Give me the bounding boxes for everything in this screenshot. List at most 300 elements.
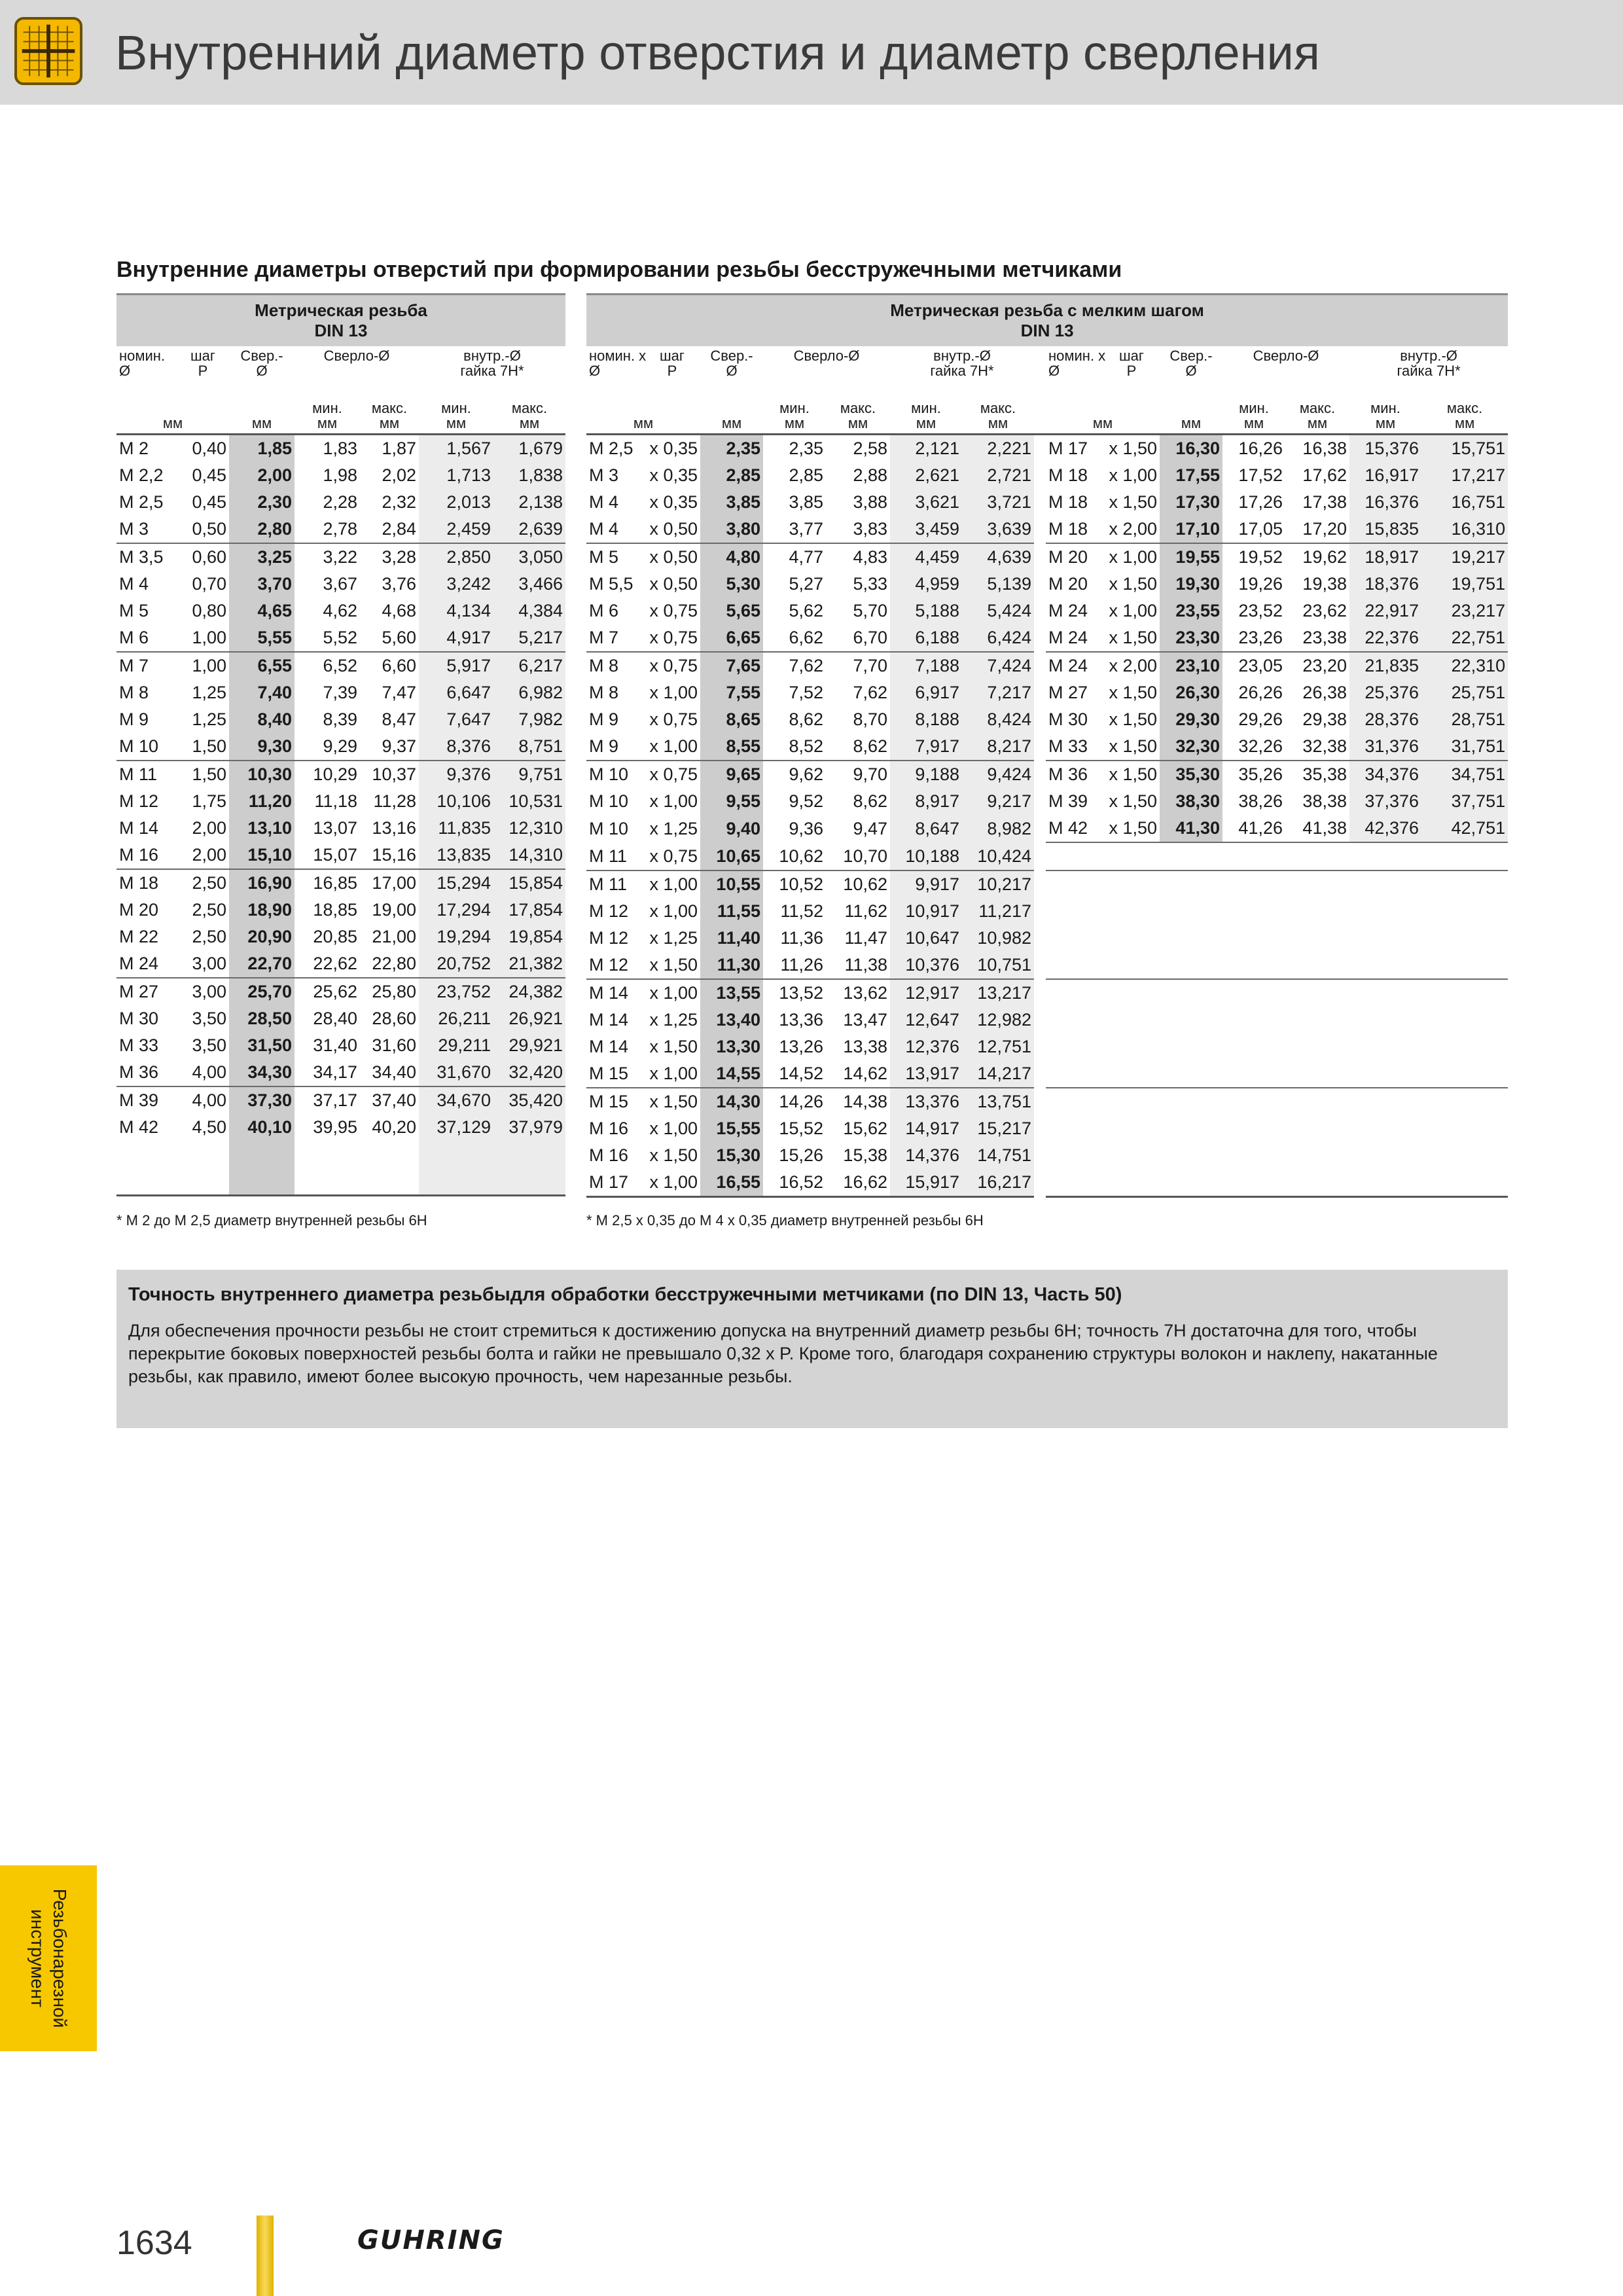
table-cell: 31,60 xyxy=(372,1035,416,1055)
table-cell: 10,647 xyxy=(890,925,962,952)
table-cell: 1,98 xyxy=(323,465,357,485)
empty-cell xyxy=(1285,842,1349,870)
table-cell: 2,02 xyxy=(382,465,416,485)
table-cell: 5,27 xyxy=(789,574,823,594)
subheader-row xyxy=(116,346,565,394)
empty-cell xyxy=(1285,1007,1349,1033)
table-row xyxy=(116,978,565,1005)
table-cell: 4,68 xyxy=(382,601,416,620)
table-cell: 6,647 xyxy=(419,679,493,706)
empty-cell xyxy=(1222,979,1285,1007)
table-cell: M 18 xyxy=(1048,519,1088,539)
table-cell: M 12 xyxy=(119,791,159,811)
table-cell: 0,70 xyxy=(192,574,226,594)
table-cell: 2,35 xyxy=(700,435,763,463)
table-cell: 41,26 xyxy=(1238,818,1283,838)
table-cell: 7,65 xyxy=(700,652,763,679)
table-cell: 9,424 xyxy=(962,761,1034,788)
table-cell: x 1,00 xyxy=(649,1119,698,1138)
table-row xyxy=(116,924,565,950)
col-head-nominal: номин. x Ø xyxy=(589,348,647,379)
table-cell: 7,917 xyxy=(890,733,962,761)
page-header xyxy=(0,0,1623,105)
column-gap xyxy=(1034,435,1046,463)
table-cell: 21,00 xyxy=(372,927,416,946)
table-cell: 2,80 xyxy=(229,516,294,543)
table-cell: 1,00 xyxy=(177,652,229,679)
table-cell: 22,80 xyxy=(372,954,416,973)
column-gap xyxy=(1034,679,1046,706)
empty-cell xyxy=(1222,1142,1285,1169)
table-cell: 8,40 xyxy=(229,706,294,733)
column-gap xyxy=(1034,394,1046,435)
table-cell: 3,242 xyxy=(419,571,493,598)
empty-cell xyxy=(1160,1142,1222,1169)
empty-cell xyxy=(1046,1088,1103,1115)
empty-cell xyxy=(229,1141,294,1168)
table-cell: 28,60 xyxy=(372,1009,416,1028)
fine-thread-table xyxy=(586,293,1508,1198)
table-cell: 16,55 xyxy=(700,1169,763,1197)
table-cell: 17,294 xyxy=(419,897,493,924)
table-cell: 17,52 xyxy=(1238,465,1283,485)
table-cell: M 27 xyxy=(1048,683,1088,702)
table-cell: 0,50 xyxy=(192,519,226,539)
table-cell: M 6 xyxy=(119,628,149,647)
empty-cell xyxy=(1046,870,1103,898)
table-cell: M 9 xyxy=(119,709,149,729)
table-cell: 15,751 xyxy=(1421,435,1508,463)
table-cell: 2,32 xyxy=(382,492,416,512)
table-row xyxy=(116,869,565,897)
table-row xyxy=(116,1032,565,1059)
table-cell: 3,28 xyxy=(360,543,419,571)
table-row xyxy=(116,1059,565,1086)
table-cell: 5,52 xyxy=(323,628,357,647)
column-gap xyxy=(1034,952,1046,979)
table-row xyxy=(586,788,1508,815)
table-cell: 13,217 xyxy=(962,979,1034,1007)
table-cell: 1,25 xyxy=(192,709,226,729)
table-cell: 16,85 xyxy=(294,869,360,897)
table-cell: M 5 xyxy=(586,543,644,571)
table-cell: 2,35 xyxy=(789,439,823,458)
table-cell: 11,28 xyxy=(373,791,416,811)
table-cell: M 9 xyxy=(589,736,619,756)
table-cell: 4,959 xyxy=(890,571,962,598)
table-row xyxy=(116,761,565,788)
column-gap xyxy=(1034,733,1046,761)
empty-cell xyxy=(1285,1115,1349,1142)
table-cell: 1,50 xyxy=(177,761,229,788)
col-head-drill-range: Сверло-Ø xyxy=(1253,348,1319,364)
table-cell: 4,77 xyxy=(763,543,826,571)
table-cell: 17,38 xyxy=(1302,492,1347,512)
table-cell: M 9 xyxy=(589,709,619,729)
page-accent-bar xyxy=(257,2215,274,2296)
col-head-mm: мм xyxy=(162,415,183,431)
table-cell: 29,26 xyxy=(1238,709,1283,729)
table-cell: 3,721 xyxy=(962,489,1034,516)
table-cell: 10,62 xyxy=(826,870,890,898)
empty-cell xyxy=(1103,952,1160,979)
table-cell: 3,22 xyxy=(294,543,360,571)
table-cell: 6,188 xyxy=(890,624,962,652)
table-cell: 9,62 xyxy=(763,761,826,788)
table-cell: 14,62 xyxy=(843,1064,887,1083)
table-row xyxy=(586,925,1508,952)
empty-cell xyxy=(1349,1088,1421,1115)
table-row xyxy=(116,489,565,516)
table-cell: x 1,00 xyxy=(1103,543,1160,571)
table-cell: 19,52 xyxy=(1222,543,1285,571)
table-cell: 15,52 xyxy=(779,1119,823,1138)
column-gap xyxy=(1034,1060,1046,1088)
table-cell: 10,531 xyxy=(493,788,565,815)
table-cell: M 10 xyxy=(589,791,629,811)
table-cell: 23,55 xyxy=(1160,598,1222,624)
table-cell: x 1,25 xyxy=(649,928,698,948)
table-cell: M 14 xyxy=(589,1037,629,1056)
table-cell: 19,751 xyxy=(1421,571,1508,598)
table-cell: 28,50 xyxy=(229,1005,294,1032)
table-cell: 26,921 xyxy=(493,1005,565,1032)
table-cell: x 1,00 xyxy=(649,683,698,702)
coarse-footnote: * M 2 до M 2,5 диаметр внутренней резьбы 6H xyxy=(116,1212,427,1229)
empty-cell xyxy=(1160,925,1222,952)
table-cell: 10,106 xyxy=(419,788,493,815)
column-gap xyxy=(1034,1033,1046,1060)
table-cell: 18,917 xyxy=(1349,543,1421,571)
table-cell: M 39 xyxy=(1048,791,1088,811)
table-cell: 23,217 xyxy=(1421,598,1508,624)
table-cell: 3,00 xyxy=(177,978,229,1005)
table-cell: 37,751 xyxy=(1421,788,1508,815)
table-cell: M 42 xyxy=(1048,818,1088,838)
table-cell: M 12 xyxy=(589,901,629,921)
empty-cell xyxy=(1046,1007,1103,1033)
empty-cell xyxy=(294,1168,360,1196)
group-header: Метрическая резьба DIN 13 xyxy=(116,295,565,347)
table-cell: 13,16 xyxy=(372,818,416,838)
table-cell: 19,00 xyxy=(372,900,416,920)
table-cell: 13,36 xyxy=(779,1010,823,1030)
table-cell: 34,40 xyxy=(372,1062,416,1082)
table-row xyxy=(586,598,1508,624)
table-cell: 2,50 xyxy=(192,900,226,920)
empty-cell xyxy=(1285,1169,1349,1197)
empty-cell xyxy=(1160,1060,1222,1088)
side-tab[interactable] xyxy=(0,1865,97,2051)
table-cell: 1,25 xyxy=(192,683,226,702)
table-cell: 34,751 xyxy=(1421,761,1508,788)
empty-cell xyxy=(1421,1088,1508,1115)
table-cell: 17,00 xyxy=(360,869,419,897)
table-cell: 14,30 xyxy=(700,1088,763,1115)
table-cell: 8,39 xyxy=(323,709,357,729)
table-cell: 3,80 xyxy=(700,516,763,543)
empty-cell xyxy=(1103,1142,1160,1169)
table-cell: M 24 xyxy=(1048,601,1088,620)
empty-cell xyxy=(1222,952,1285,979)
empty-cell xyxy=(1222,925,1285,952)
table-cell: 37,129 xyxy=(419,1114,493,1141)
table-cell: 18,85 xyxy=(313,900,357,920)
subheader-units-row xyxy=(116,394,565,435)
table-cell: 8,52 xyxy=(789,736,823,756)
table-cell: 5,55 xyxy=(229,624,294,652)
table-cell: 3,50 xyxy=(192,1035,226,1055)
empty-cell xyxy=(1046,1142,1103,1169)
table-cell: 4,459 xyxy=(890,543,962,571)
table-row xyxy=(116,706,565,733)
col-head-min: мин. мм xyxy=(911,400,941,431)
table-cell: 8,217 xyxy=(962,733,1034,761)
table-cell: 11,52 xyxy=(780,901,823,921)
table-cell: 37,376 xyxy=(1349,788,1421,815)
table-cell: M 5 xyxy=(119,601,149,620)
table-cell: 19,294 xyxy=(419,924,493,950)
table-row xyxy=(586,1007,1508,1033)
table-row xyxy=(116,652,565,679)
table-cell: 22,62 xyxy=(313,954,357,973)
table-cell: 23,20 xyxy=(1285,652,1349,679)
table-cell: 3,76 xyxy=(382,574,416,594)
table-cell: 13,07 xyxy=(313,818,357,838)
table-cell: 6,65 xyxy=(700,624,763,652)
table-cell: 3,83 xyxy=(853,519,887,539)
empty-cell xyxy=(1222,898,1285,925)
table-cell: 17,55 xyxy=(1160,462,1222,489)
table-cell: 2,621 xyxy=(890,462,962,489)
table-cell: 14,52 xyxy=(779,1064,823,1083)
table-cell: 11,38 xyxy=(844,955,887,975)
table-cell: 3,85 xyxy=(700,489,763,516)
table-cell: 40,20 xyxy=(372,1117,416,1137)
table-cell: x 1,00 xyxy=(649,901,698,921)
table-cell: 2,28 xyxy=(323,492,357,512)
empty-cell xyxy=(419,1141,493,1168)
column-gap xyxy=(1034,1088,1046,1115)
table-cell: M 2 xyxy=(119,439,149,458)
table-cell: 4,00 xyxy=(192,1062,226,1082)
table-cell: M 14 xyxy=(586,979,644,1007)
empty-cell xyxy=(1421,952,1508,979)
group-header-row xyxy=(586,295,1508,347)
empty-cell xyxy=(1421,1007,1508,1033)
table-row xyxy=(116,950,565,978)
table-row xyxy=(586,435,1508,463)
table-cell: 41,38 xyxy=(1302,818,1347,838)
table-cell: 13,26 xyxy=(779,1037,823,1056)
table-row xyxy=(116,1086,565,1114)
table-cell: x 2,00 xyxy=(1103,652,1160,679)
table-cell: x 0,35 xyxy=(649,492,698,512)
table-row xyxy=(586,1169,1508,1197)
table-cell: 15,835 xyxy=(1349,516,1421,543)
table-row xyxy=(586,652,1508,679)
table-cell: 2,85 xyxy=(700,462,763,489)
table-cell: 1,87 xyxy=(382,439,416,458)
table-cell: 9,55 xyxy=(700,788,763,815)
table-cell: 2,00 xyxy=(229,462,294,489)
table-cell: 12,751 xyxy=(962,1033,1034,1060)
table-cell: x 0,75 xyxy=(644,652,700,679)
table-cell: 29,30 xyxy=(1160,706,1222,733)
table-cell: 13,10 xyxy=(229,815,294,842)
table-cell: 1,75 xyxy=(192,791,226,811)
table-cell: 9,188 xyxy=(890,761,962,788)
table-cell: 4,917 xyxy=(419,624,493,652)
table-cell: 15,07 xyxy=(313,845,357,865)
table-cell: 32,30 xyxy=(1160,733,1222,761)
col-head-inner: внутр.-Ø гайка 7H* xyxy=(930,348,994,379)
table-cell: M 7 xyxy=(116,652,177,679)
table-cell: 15,376 xyxy=(1349,435,1421,463)
empty-cell xyxy=(1349,925,1421,952)
col-head-min: мин. мм xyxy=(312,400,342,431)
table-row xyxy=(116,815,565,842)
table-cell: M 8 xyxy=(589,683,619,702)
table-cell: 15,854 xyxy=(493,869,565,897)
table-cell: M 30 xyxy=(119,1009,159,1028)
empty-cell xyxy=(1285,925,1349,952)
table-cell: 4,00 xyxy=(177,1086,229,1114)
table-cell: 0,80 xyxy=(192,601,226,620)
table-cell: 10,30 xyxy=(229,761,294,788)
table-cell: 16,751 xyxy=(1421,489,1508,516)
table-cell: x 1,00 xyxy=(649,1064,698,1083)
table-cell: x 1,50 xyxy=(1109,628,1157,647)
table-cell: 35,26 xyxy=(1222,761,1285,788)
table-cell: 28,751 xyxy=(1421,706,1508,733)
table-cell: 37,979 xyxy=(493,1114,565,1141)
table-cell: 35,38 xyxy=(1285,761,1349,788)
empty-cell xyxy=(1421,925,1508,952)
empty-cell xyxy=(1421,898,1508,925)
brand-logo: GUHRING xyxy=(357,2225,505,2255)
note-text: Для обеспечения прочности резьбы не стоит стремиться к достижению допуска на внутренний диаметр резьбы 6H; точность 7H достаточна для того, чтобы перекрытие боковых поверхностей резьбы болта и гайки не превышало 0,32 x P. Кроме того, благодаря сохранению структуры волокон и наклепу, накатанные резьбы, как правило, имеют более высокую прочность, чем нарезанные резьбы. xyxy=(128,1321,1438,1386)
table-cell: 5,217 xyxy=(493,624,565,652)
table-cell: 8,982 xyxy=(962,815,1034,842)
table-cell: 7,39 xyxy=(323,683,357,702)
table-cell: 6,917 xyxy=(890,679,962,706)
empty-cell xyxy=(1285,1142,1349,1169)
table-cell: M 42 xyxy=(119,1117,159,1137)
table-cell: 9,37 xyxy=(382,736,416,756)
table-cell: 37,17 xyxy=(294,1086,360,1114)
note-title: Точность внутреннего диаметра резьбыдля обработки бесстружечными метчиками (по DIN 13, Часть 50) xyxy=(128,1284,1122,1305)
col-head-drill: Свер.- Ø xyxy=(240,348,283,379)
col-head-max: макс. мм xyxy=(980,400,1016,431)
empty-cell xyxy=(1349,1060,1421,1088)
table-cell: 37,40 xyxy=(360,1086,419,1114)
table-cell: x 1,00 xyxy=(644,870,700,898)
table-cell: 13,917 xyxy=(890,1060,962,1088)
table-row xyxy=(586,952,1508,979)
table-row xyxy=(586,815,1508,842)
table-cell: M 18 xyxy=(116,869,177,897)
empty-cell xyxy=(177,1141,229,1168)
empty-cell xyxy=(1285,898,1349,925)
table-cell: 28,40 xyxy=(313,1009,357,1028)
table-cell: 6,217 xyxy=(493,652,565,679)
table-cell: 0,40 xyxy=(192,439,226,458)
table-cell: 15,217 xyxy=(962,1115,1034,1142)
table-row xyxy=(586,870,1508,898)
empty-cell xyxy=(1103,898,1160,925)
table-cell: 25,751 xyxy=(1421,679,1508,706)
table-cell: 0,45 xyxy=(192,492,226,512)
table-cell: 10,982 xyxy=(962,925,1034,952)
table-cell: 4,50 xyxy=(192,1117,226,1137)
table-cell: 25,70 xyxy=(229,978,294,1005)
table-cell: M 30 xyxy=(1048,709,1088,729)
table-cell: x 1,50 xyxy=(1103,761,1160,788)
empty-cell xyxy=(177,1168,229,1196)
table-cell: 5,60 xyxy=(382,628,416,647)
table-cell: 5,139 xyxy=(962,571,1034,598)
table-cell: 9,65 xyxy=(700,761,763,788)
table-cell: 13,52 xyxy=(763,979,826,1007)
column-gap xyxy=(1034,543,1046,571)
table-cell: 32,26 xyxy=(1238,736,1283,756)
table-cell: M 14 xyxy=(119,818,159,838)
table-cell: M 36 xyxy=(119,1062,159,1082)
empty-cell xyxy=(1349,979,1421,1007)
table-row xyxy=(586,489,1508,516)
table-cell: M 2,5 xyxy=(119,492,164,512)
table-cell: 10,65 xyxy=(700,842,763,870)
table-cell: 3,639 xyxy=(962,516,1034,543)
table-cell: x 1,50 xyxy=(1109,683,1157,702)
table-row xyxy=(586,706,1508,733)
table-cell: 6,52 xyxy=(294,652,360,679)
table-cell: 2,459 xyxy=(419,516,493,543)
table-cell: 10,917 xyxy=(890,898,962,925)
table-cell: M 20 xyxy=(1046,543,1103,571)
table-cell: 10,37 xyxy=(360,761,419,788)
table-cell: 22,70 xyxy=(229,950,294,978)
empty-cell xyxy=(1421,870,1508,898)
table-cell: 2,639 xyxy=(493,516,565,543)
empty-cell xyxy=(1421,842,1508,870)
table-cell: 21,835 xyxy=(1349,652,1421,679)
table-cell: 22,917 xyxy=(1349,598,1421,624)
table-cell: x 1,50 xyxy=(649,1037,698,1056)
table-cell: M 24 xyxy=(1046,652,1103,679)
table-cell: M 11 xyxy=(116,761,177,788)
table-cell: 2,30 xyxy=(229,489,294,516)
table-cell: 6,60 xyxy=(360,652,419,679)
table-cell: 11,55 xyxy=(700,898,763,925)
table-cell: 20,85 xyxy=(313,927,357,946)
empty-cell xyxy=(1349,842,1421,870)
tap-grid-icon xyxy=(14,17,82,85)
empty-cell xyxy=(1103,1169,1160,1197)
col-head-mm: мм xyxy=(251,415,272,431)
empty-cell xyxy=(1046,898,1103,925)
empty-cell xyxy=(1046,1169,1103,1197)
column-gap xyxy=(1034,571,1046,598)
table-cell: x 1,00 xyxy=(1109,465,1157,485)
table-cell: 31,751 xyxy=(1421,733,1508,761)
table-cell: 13,62 xyxy=(826,979,890,1007)
table-cell: 28,376 xyxy=(1349,706,1421,733)
col-head-nominal: номин. Ø xyxy=(119,348,166,379)
table-cell: x 1,50 xyxy=(1109,492,1157,512)
col-head-pitch: шаг P xyxy=(190,348,215,379)
